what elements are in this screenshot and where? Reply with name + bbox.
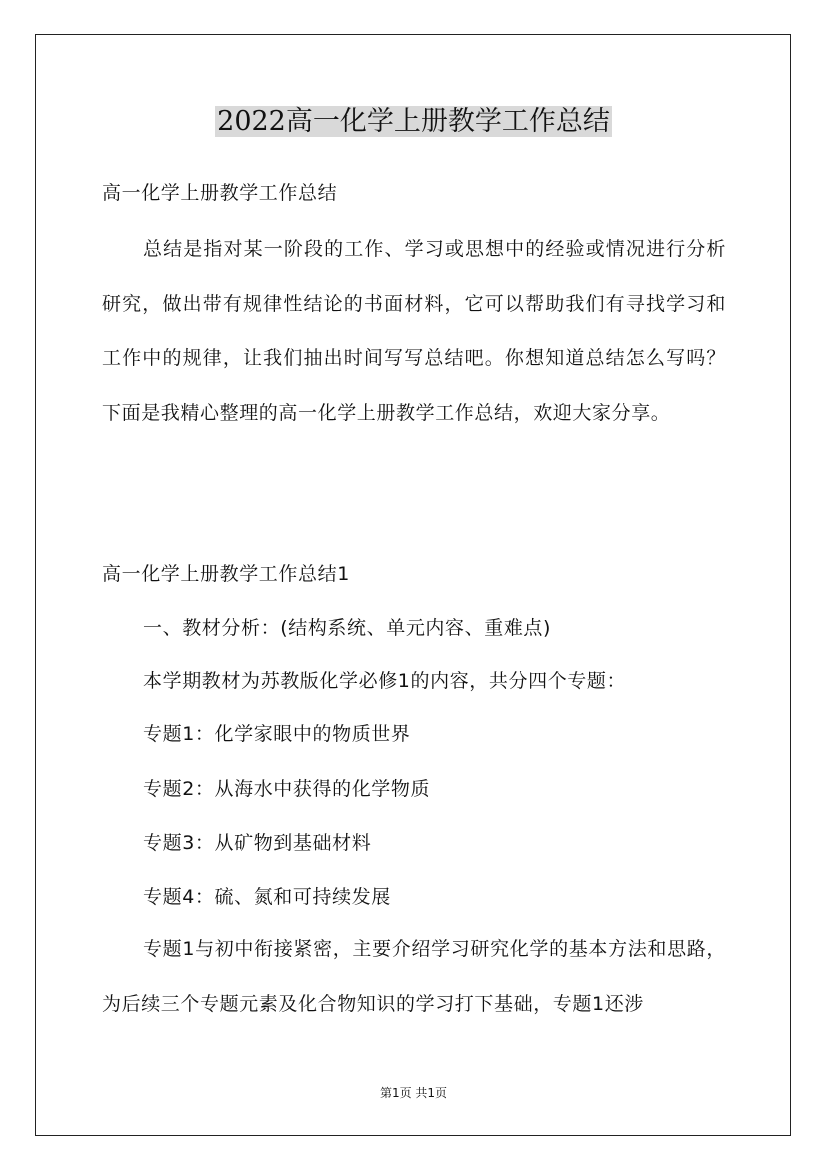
page-footer: 第1页 共1页 [379,1086,448,1100]
topic-item: 专题1：化学家眼中的物质世界 [143,723,411,745]
document-title-wrap [0,102,827,142]
topic-item: 专题2：从海水中获得的化学物质 [143,778,431,800]
intro-paragraph: 总结是指对某一阶段的工作、学习或思想中的经验或情况进行分析研究，做出带有规律性结论的书面材料，它可以帮助我们有寻找学习和工作中的规律，让我们抽出时间写写总结吧。你想知道总结怎么写吗？下面是我精心整理的高一化学上册教学工作总结，欢迎大家分享。 [102,238,726,424]
topic-item: 专题4：硫、氮和可持续发展 [143,886,391,908]
document-title: 2022高一化学上册教学工作总结 [217,106,610,137]
closing-paragraph: 专题1与初中衔接紧密，主要介绍学习研究化学的基本方法和思路，为后续三个专题元素及化合物知识的学习打下基础，专题1还涉 [102,938,726,1015]
list-item: 一、教材分析：(结构系统、单元内容、重难点) [143,617,552,639]
list-item: 本学期教材为苏教版化学必修1的内容，共分四个专题： [143,670,627,692]
topic-item: 专题3：从矿物到基础材料 [143,832,372,854]
document-subtitle: 高一化学上册教学工作总结 [102,182,338,204]
section-heading: 高一化学上册教学工作总结1 [102,563,350,585]
